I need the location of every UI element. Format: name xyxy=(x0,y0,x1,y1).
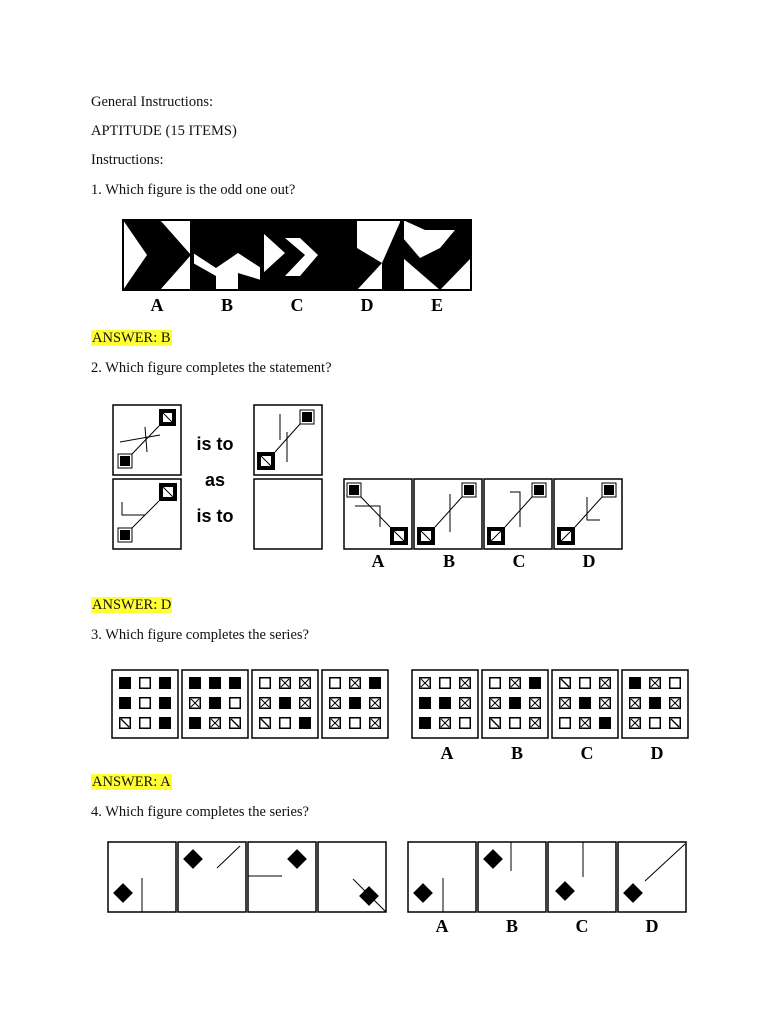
q3-option-a xyxy=(412,670,478,738)
q3-cell xyxy=(630,718,641,729)
q3-cell xyxy=(119,697,131,709)
q3-label-c: C xyxy=(580,743,594,763)
q3-cell xyxy=(510,718,521,729)
q4-option-b xyxy=(478,842,546,912)
q3-cell xyxy=(230,718,241,729)
q3-cell xyxy=(649,697,661,709)
q3-cell xyxy=(439,697,451,709)
q3-cell xyxy=(579,697,591,709)
q3-cell xyxy=(460,678,471,689)
q3-cell xyxy=(460,698,471,709)
question-3-answer: ANSWER: A xyxy=(92,774,171,790)
q3-label-d: D xyxy=(650,743,664,763)
q2-label-c: C xyxy=(512,551,526,571)
q3-cell xyxy=(490,698,501,709)
q3-figure-1 xyxy=(112,670,178,738)
q3-cell xyxy=(600,678,611,689)
q3-cell xyxy=(159,697,171,709)
q3-cell xyxy=(229,677,241,689)
q3-figure-2 xyxy=(182,670,248,738)
question-3-prompt: 3. Which figure completes the series? xyxy=(91,627,309,643)
q1-label-c: C xyxy=(290,295,304,315)
q2-figure-top-left xyxy=(113,405,181,475)
q3-cell xyxy=(580,718,591,729)
q4-figure-4 xyxy=(318,842,386,912)
q2-label-b: B xyxy=(442,551,456,571)
question-3-figures xyxy=(110,669,695,764)
q3-cell xyxy=(209,697,221,709)
section-title: APTITUDE (15 ITEMS) xyxy=(91,123,237,139)
q3-cell xyxy=(529,677,541,689)
q1-label-b: B xyxy=(220,295,234,315)
q3-cell xyxy=(190,698,201,709)
q3-cell xyxy=(670,698,681,709)
q3-cell xyxy=(419,697,431,709)
q2-option-a xyxy=(344,479,412,549)
q3-cell xyxy=(510,678,521,689)
q3-cell xyxy=(530,698,541,709)
q3-cell xyxy=(630,698,641,709)
q2-word-is-to-1: is to xyxy=(196,434,234,454)
q3-cell xyxy=(159,677,171,689)
q3-cell xyxy=(260,678,271,689)
q4-label-a: A xyxy=(435,916,449,936)
q3-cell xyxy=(650,678,661,689)
q3-cell xyxy=(629,677,641,689)
q4-option-d xyxy=(618,842,686,912)
q3-cell xyxy=(279,697,291,709)
q3-cell xyxy=(530,718,541,729)
q1-label-e: E xyxy=(430,295,444,315)
q3-cell xyxy=(420,678,431,689)
q3-cell xyxy=(210,718,221,729)
q3-cell xyxy=(490,678,501,689)
q3-cell xyxy=(189,677,201,689)
q3-option-d xyxy=(622,670,688,738)
q3-cell xyxy=(370,718,381,729)
q3-cell xyxy=(560,698,571,709)
q3-cell xyxy=(349,697,361,709)
q1-figure-a xyxy=(123,220,191,290)
q3-cell xyxy=(560,718,571,729)
q2-figure-blank xyxy=(254,479,322,549)
q4-label-d: D xyxy=(645,916,659,936)
q3-cell xyxy=(140,718,151,729)
q3-label-b: B xyxy=(510,743,524,763)
q3-cell xyxy=(140,678,151,689)
q3-label-a: A xyxy=(440,743,454,763)
q1-figure-d xyxy=(333,220,401,290)
general-instructions-heading: General Instructions: xyxy=(91,94,214,110)
q4-option-a xyxy=(408,842,476,912)
q2-figure-top-right xyxy=(254,405,322,475)
q3-cell xyxy=(120,718,131,729)
q3-cell xyxy=(350,678,361,689)
q3-option-c xyxy=(552,670,618,738)
q3-cell xyxy=(330,698,341,709)
instructions-label: Instructions: xyxy=(91,152,164,168)
q1-label-a: A xyxy=(150,295,164,315)
q3-cell xyxy=(299,717,311,729)
q3-cell xyxy=(440,718,451,729)
q3-cell xyxy=(670,718,681,729)
q4-figure-2 xyxy=(178,842,246,912)
q3-cell xyxy=(509,697,521,709)
q1-figure-e xyxy=(403,220,471,290)
question-1-answer: ANSWER: B xyxy=(92,330,171,346)
q1-figure-b xyxy=(193,220,261,290)
question-4-prompt: 4. Which figure completes the series? xyxy=(91,804,309,820)
q3-cell xyxy=(330,678,341,689)
question-4-figures xyxy=(107,841,692,941)
q4-figure-1 xyxy=(108,842,176,912)
q3-cell xyxy=(350,718,361,729)
q3-cell xyxy=(600,698,611,709)
q3-cell xyxy=(300,698,311,709)
q2-option-c xyxy=(484,479,552,549)
q3-figure-4 xyxy=(322,670,388,738)
q3-cell xyxy=(189,717,201,729)
q2-option-d xyxy=(554,479,622,549)
q1-figure-c xyxy=(263,220,331,290)
q3-figure-3 xyxy=(252,670,318,738)
q2-label-a: A xyxy=(371,551,385,571)
q3-cell xyxy=(300,678,311,689)
q1-label-d: D xyxy=(360,295,374,315)
q2-word-as: as xyxy=(204,470,226,490)
question-2-figures xyxy=(110,402,630,577)
q3-cell xyxy=(580,678,591,689)
q3-cell xyxy=(650,718,661,729)
q3-cell xyxy=(119,677,131,689)
q3-cell xyxy=(670,678,681,689)
q4-label-c: C xyxy=(575,916,589,936)
question-1-prompt: 1. Which figure is the odd one out? xyxy=(91,182,296,198)
q3-cell xyxy=(260,698,271,709)
question-1-figures xyxy=(120,218,475,318)
q3-cell xyxy=(560,678,571,689)
q2-label-d: D xyxy=(582,551,596,571)
q3-cell xyxy=(280,718,291,729)
q4-figure-3 xyxy=(248,842,316,912)
q3-cell xyxy=(490,718,501,729)
q4-label-b: B xyxy=(505,916,519,936)
q4-option-c xyxy=(548,842,616,912)
q3-cell xyxy=(460,718,471,729)
q2-word-is-to-2: is to xyxy=(196,506,234,526)
q3-cell xyxy=(330,718,341,729)
question-2-prompt: 2. Which figure completes the statement? xyxy=(91,360,332,376)
q3-cell xyxy=(159,717,171,729)
q3-cell xyxy=(230,698,241,709)
q3-cell xyxy=(440,678,451,689)
q3-cell xyxy=(260,718,271,729)
q3-option-b xyxy=(482,670,548,738)
q3-cell xyxy=(599,717,611,729)
q2-figure-bottom-left xyxy=(113,479,181,549)
q3-cell xyxy=(280,678,291,689)
question-2-answer: ANSWER: D xyxy=(92,597,172,613)
q3-cell xyxy=(370,698,381,709)
q2-option-b xyxy=(414,479,482,549)
q3-cell xyxy=(369,677,381,689)
q3-cell xyxy=(209,677,221,689)
q3-cell xyxy=(140,698,151,709)
q3-cell xyxy=(419,717,431,729)
